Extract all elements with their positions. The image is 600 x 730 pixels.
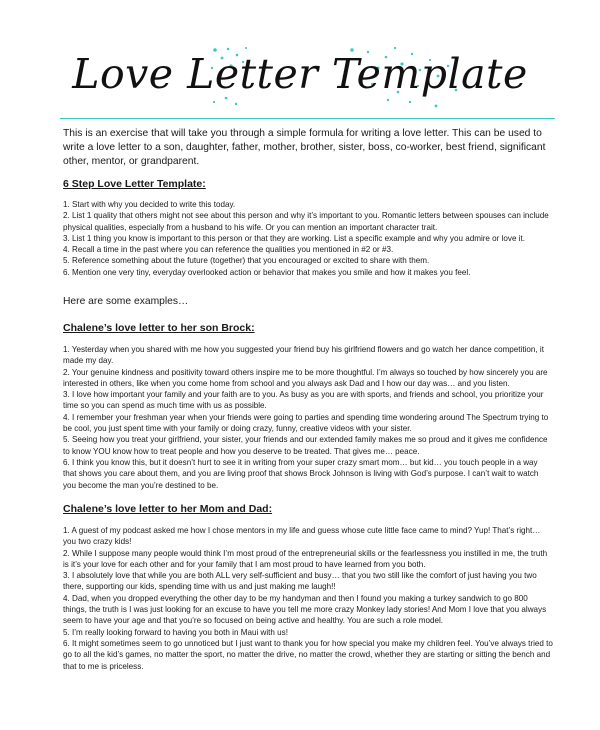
list-item: 2. List 1 quality that others might not see about this person and why it’s important to you. Romantic letters between spouses can include physical qualities, especially from a husband to his wife. Or you can mention an important character trait.	[63, 211, 549, 232]
parents-letter-heading: Chalene’s love letter to her Mom and Dad:	[63, 503, 273, 515]
intro-paragraph: This is an exercise that will take you through a simple formula for writing a love letter. This can be used to write a love letter to a son, daughter, father, mother, brother, sister, boss, co-worker, best friend, significant other, mentor, or grandparent.	[63, 128, 546, 167]
list-item: 4. I remember your freshman year when your friends were going to parties and spending time wondering around The Spectrum trying to be cool, you just spent time with your family or doing crazy, funny, creative videos with your sister.	[63, 412, 549, 434]
son-letter-items	[63, 344, 553, 491]
list-item: 5. Seeing how you treat your girlfriend, your sister, your friends and our extended family makes me so proud and it gives me confidence to know YOU know how to treat people and how you deserve to be treated. That gives me… peace.	[63, 435, 548, 456]
header-banner	[0, 40, 600, 120]
list-item: 6. It might sometimes seem to go unnoticed but I just want to thank you for how special you make my children feel. You’ve always tried to go to all the kid’s games, no matter the sport, no matter the drive, no matter the crowd, whether they are starting or sitting the bench and that to me is priceless.	[63, 638, 553, 671]
list-item: 5. I’m really looking forward to having you both in Maui with us!	[63, 627, 288, 637]
parents-letter-items	[63, 525, 553, 672]
list-item: 4. Recall a time in the past where you can reference the qualities you mentioned in #2 or #3.	[63, 245, 394, 255]
list-item: 4. Dad, when you dropped everything the other day to be my handyman and then I found you making a turkey sandwich to go 800 things, the truth is I was just looking for an excuse to have you tell me more crazy Monkey lady stories! And Mom I love that you always seem to have your age and that you’re so focused on being active and healthy. You are such a role model.	[63, 593, 547, 626]
list-item: 2. While I suppose many people would think I’m most proud of the entrepreneurial skills or the fearlessness you instilled in me, the truth is it’s your love for each other and for your family that I am most proud to have learned from you both.	[63, 548, 548, 569]
list-item: 6. Mention one very tiny, everyday overlooked action or behavior that makes you smile and how it makes you feel.	[63, 267, 471, 277]
list-item: 5. Reference something about the future (together) that you encouraged or excited to share with them.	[63, 256, 430, 266]
list-item: 3. List 1 thing you know is important to this person or that they are working. List a specific example and why you admire or love it.	[63, 233, 526, 243]
list-item: 3. I absolutely love that while you are both ALL very self-sufficient and busy… that you two still like the comfort of just having you two there, supporting our kids, spending time with us and just making me laugh!!	[63, 571, 537, 592]
title-divider	[60, 118, 555, 119]
page-title: Love Letter Template	[72, 50, 528, 98]
son-letter-heading: Chalene’s love letter to her son Brock:	[63, 322, 255, 334]
list-item: 1. Start with why you decided to write this today.	[63, 200, 236, 209]
list-item: 1. A guest of my podcast asked me how I chose mentors in my life and guess whose cute little face came to mind? Yup! That’s right… you two crazy kids!	[63, 526, 541, 547]
list-item: 2. Your genuine kindness and positivity toward others inspire me to be more thoughtful. I’m always so touched by how sincerely you are interested in others, like when you come home from school and you always ask Dad and I how our day was… and you listen.	[63, 367, 548, 388]
list-item: 3. I love how important your family and your faith are to you. As busy as you are with sports, and friends and school, you prioritize your time so you can spend as much time with us as possible.	[63, 390, 544, 411]
template-steps	[63, 199, 553, 278]
template-heading: 6 Step Love Letter Template:	[63, 178, 206, 190]
list-item: 1. Yesterday when you shared with me how you suggested your friend buy his girlfriend flowers and go watch her dance competition, it made my day.	[63, 345, 544, 366]
examples-intro: Here are some examples…	[63, 296, 189, 307]
list-item: 6. I think you know this, but it doesn’t hurt to see it in writing from your super crazy smart mom… but kid… you touch people in a way that shows you care about them, and you are living proof that shows Brock Johnson is living with God’s purpose. I can’t wait to watch you become the man you’re destined to be.	[63, 457, 539, 490]
